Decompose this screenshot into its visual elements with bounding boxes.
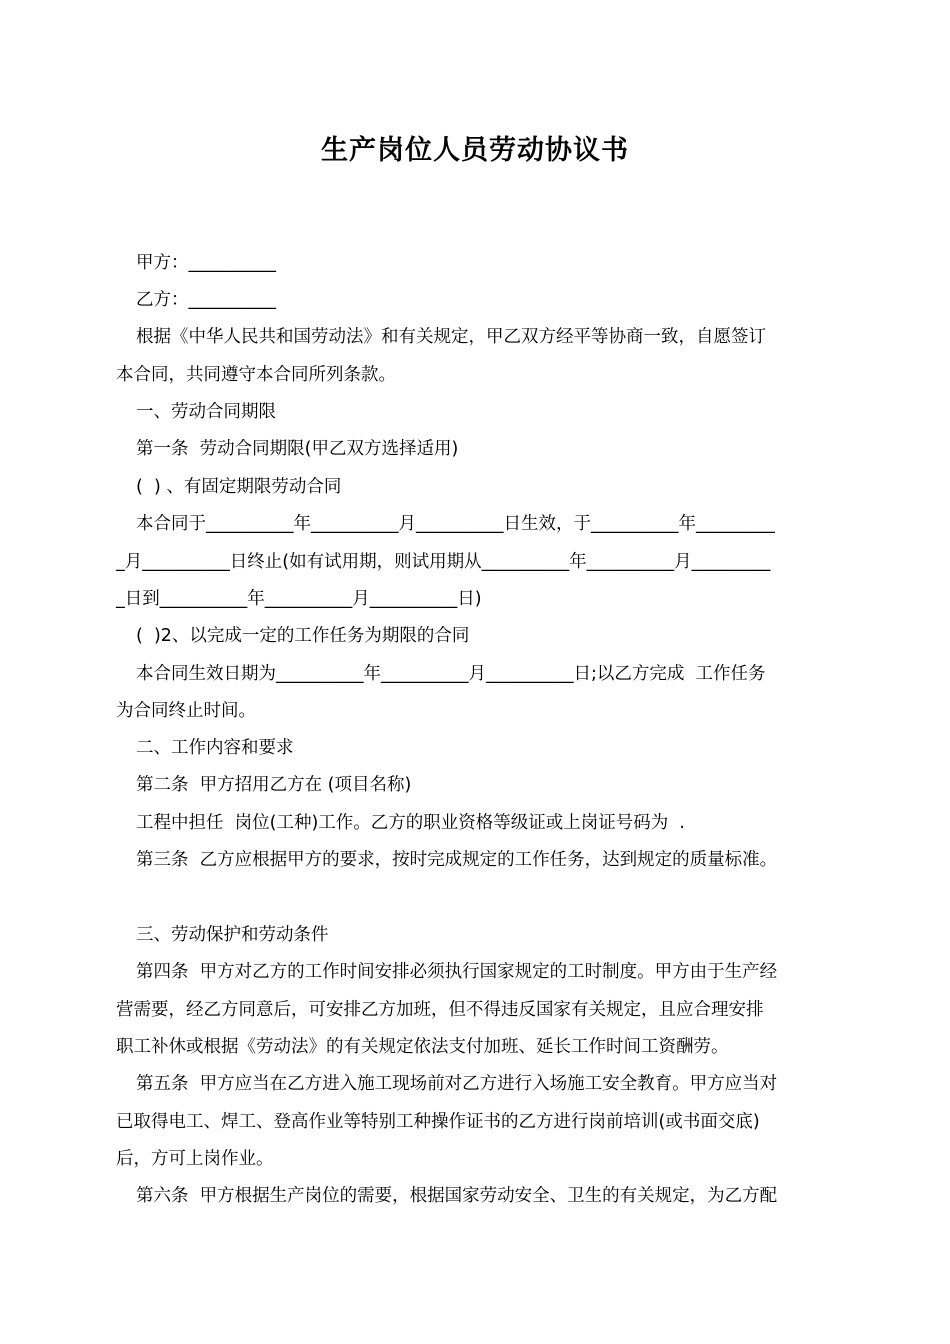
paragraph-line: 本合同，共同遵守本合同所列条款。 (116, 365, 396, 385)
option-line: ( ) 、有固定期限劳动合同 (136, 477, 342, 497)
paragraph-line: 本合同生效日期为__________年__________月__________日;以乙方完成 工作任务 (136, 664, 766, 684)
party-b-line: 乙方：__________ (136, 290, 276, 310)
paragraph-line: 为合同终止时间。 (116, 701, 256, 721)
paragraph-line: _日到__________年__________月__________日) (116, 589, 482, 609)
document-title: 生产岗位人员劳动协议书 (321, 135, 629, 166)
clause-line: 第六条 甲方根据生产岗位的需要，根据国家劳动安全、卫生的有关规定，为乙方配 (136, 1186, 778, 1206)
paragraph-line: _月__________日终止(如有试用期，则试用期从__________年__________月_________ (116, 552, 771, 572)
paragraph-line: 职工补休或根据《劳动法》的有关规定依法支付加班、延长工作时间工资酬劳。 (116, 1037, 729, 1057)
paragraph-line: 本合同于__________年__________月__________日生效，于__________年_________ (136, 514, 775, 534)
clause-line: 第二条 甲方招用乙方在 (项目名称) (136, 775, 412, 795)
paragraph-line: 工程中担任 岗位(工种)工作。乙方的职业资格等级证或上岗证号码为 . (136, 813, 685, 833)
section-heading: 一、劳动合同期限 (136, 402, 276, 422)
section-heading: 二、工作内容和要求 (136, 738, 294, 758)
clause-line: 第一条 劳动合同期限(甲乙双方选择适用) (136, 439, 459, 459)
clause-line: 第五条 甲方应当在乙方进入施工现场前对乙方进行入场施工安全教育。甲方应当对 (136, 1074, 778, 1094)
clause-line: 第三条 乙方应根据甲方的要求，按时完成规定的工作任务，达到规定的质量标准。 (136, 850, 778, 870)
paragraph-line: 后，方可上岗作业。 (116, 1149, 274, 1169)
clause-line: 第四条 甲方对乙方的工作时间安排必须执行国家规定的工时制度。甲方由于生产经 (136, 962, 778, 982)
paragraph-line: 根据《中华人民共和国劳动法》和有关规定，甲乙双方经平等协商一致，自愿签订 (136, 327, 766, 347)
party-a-line: 甲方：__________ (136, 253, 276, 273)
paragraph-line: 已取得电工、焊工、登高作业等特别工种操作证书的乙方进行岗前培训(或书面交底) (116, 1112, 760, 1132)
option-line: ( )2、以完成一定的工作任务为期限的合同 (136, 626, 470, 646)
section-heading: 三、劳动保护和劳动条件 (136, 925, 329, 945)
paragraph-line: 营需要，经乙方同意后，可安排乙方加班，但不得违反国家有关规定，且应合理安排 (116, 1000, 764, 1020)
